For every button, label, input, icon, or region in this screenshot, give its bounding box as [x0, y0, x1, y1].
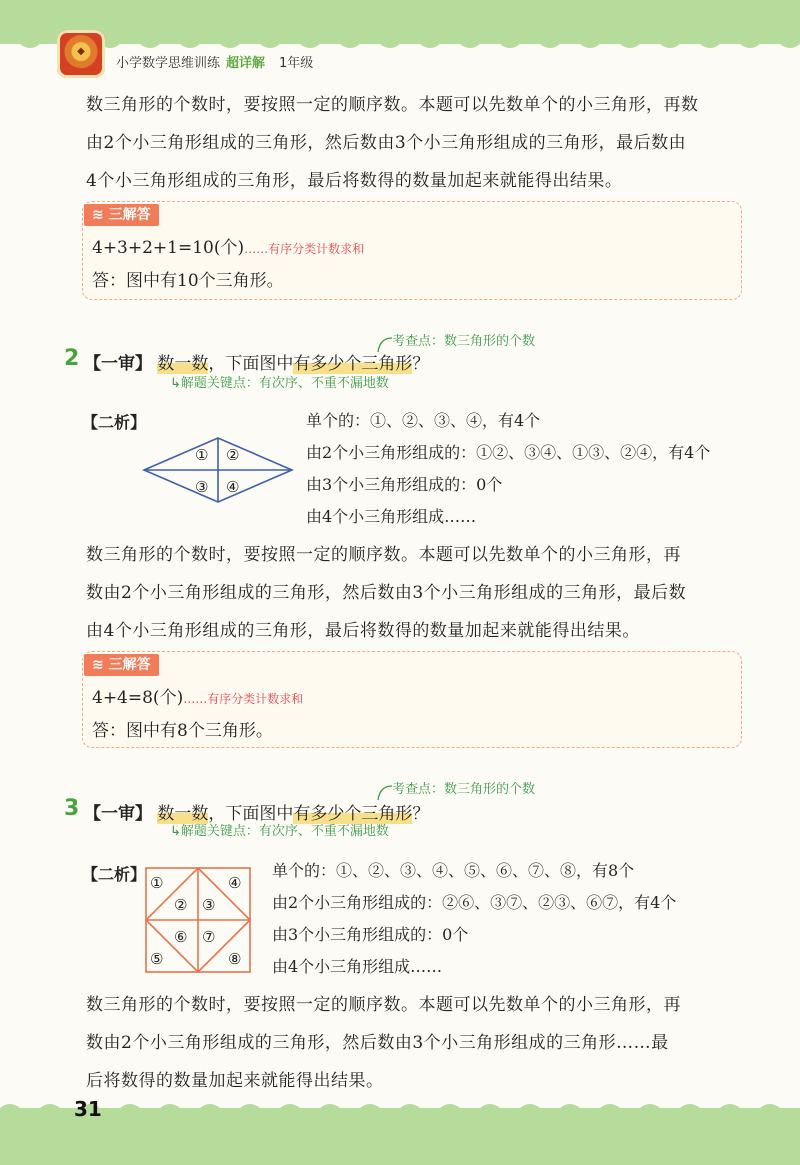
analysis-item: 由2个小三角形组成的：②⑥、③⑦、②③、⑥⑦，有4个 [272, 893, 677, 912]
keyword: 数一数 [157, 354, 209, 374]
intro-line: 由2个小三角形组成的三角形，然后数由3个小三角形组成的三角形，最后数由 [86, 133, 687, 153]
figure-label: ⑧ [228, 950, 242, 968]
square-figure [144, 866, 252, 974]
answer-sentence: 答：图中有8个三角形。 [92, 721, 273, 741]
rhombus-figure [140, 434, 296, 506]
equation: 4+4=8(个) [92, 688, 184, 708]
explanation-line: 数三角形的个数时，要按照一定的顺序数。本题可以先数单个的小三角形，再 [86, 995, 681, 1015]
explanation-line: 数三角形的个数时，要按照一定的顺序数。本题可以先数单个的小三角形，再 [86, 545, 681, 565]
answer-equation-line [92, 233, 364, 258]
intro-line: 4个小三角形组成的三角形，最后将数得的数量加起来就能得出结果。 [86, 171, 623, 191]
analysis-label: 【二析】 [82, 865, 147, 884]
kao-cha-note: 考查点：数三角形的个数 [392, 782, 536, 797]
header [116, 52, 313, 71]
explanation-paragraph [86, 536, 746, 650]
figure-label: ④ [228, 874, 242, 892]
grade-label: 1年级 [279, 56, 314, 71]
top-wave-decoration [0, 38, 800, 52]
equation: 4+3+2+1=10(个) [92, 238, 245, 258]
figure-label: ⑥ [174, 928, 188, 946]
figure-label: ④ [226, 478, 240, 496]
keyword: 有多少个三角形 [293, 354, 413, 374]
explanation-line: 由4个小三角形组成的三角形，最后将数得的数量加起来就能得出结果。 [86, 621, 640, 641]
bottom-band [0, 1108, 800, 1165]
analysis-item: 由2个小三角形组成的：①②、③④、①③、②④，有4个 [306, 443, 711, 462]
keyword: 有多少个三角形 [293, 804, 413, 824]
explanation-line: 数由2个小三角形组成的三角形，然后数由3个小三角形组成的三角形……最 [86, 1033, 669, 1053]
question-prompt: 【一审】 数一数，下面图中有多少个三角形？ [84, 354, 430, 374]
question-prompt: 【一审】 数一数，下面图中有多少个三角形？ [84, 804, 430, 824]
intro-line: 数三角形的个数时，要按照一定的顺序数。本题可以先数单个的小三角形，再数 [86, 95, 699, 115]
analysis-list [272, 855, 676, 983]
kao-cha-note: 考查点：数三角形的个数 [392, 334, 536, 349]
key-point-note: ↳解题关键点：有次序、不重不漏地数 [170, 824, 389, 839]
analysis-item: 由3个小三角形组成的：0个 [306, 475, 503, 494]
explanation-line: 后将数得的数量加起来就能得出结果。 [86, 1071, 384, 1091]
answer-tag: ≋ 三解答 [84, 204, 159, 226]
analysis-list [306, 405, 710, 533]
book-title: 小学数学思维训练 [116, 56, 221, 71]
figure-label: ① [150, 874, 164, 892]
analysis-item: 单个的：①、②、③、④、⑤、⑥、⑦、⑧，有8个 [272, 861, 635, 880]
answer-sentence: 答：图中有10个三角形。 [92, 271, 284, 291]
analysis-item: 由4个小三角形组成…… [306, 507, 477, 526]
figure-label: ② [226, 446, 240, 464]
book-highlight: 超详解 [226, 56, 266, 71]
question-number: 2 [64, 346, 80, 371]
equation-note: ……有序分类计数求和 [183, 692, 304, 706]
key-point-note: ↳解题关键点：有次序、不重不漏地数 [170, 376, 389, 391]
step-tag: 【一审】 [84, 804, 152, 824]
step-tag: 【一审】 [84, 354, 152, 374]
explanation-paragraph [86, 986, 746, 1100]
figure-label: ② [174, 896, 188, 914]
book-logo: ◆ [57, 30, 105, 78]
answer-tag: ≋ 三解答 [84, 654, 159, 676]
explanation-line: 数由2个小三角形组成的三角形，然后数由3个小三角形组成的三角形，最后数 [86, 583, 687, 603]
analysis-label: 【二析】 [82, 413, 147, 432]
answer-equation-line [92, 683, 303, 708]
intro-paragraph [86, 86, 746, 200]
figure-label: ③ [195, 478, 209, 496]
analysis-item: 单个的：①、②、③、④，有4个 [306, 411, 541, 430]
analysis-item: 由4个小三角形组成…… [272, 957, 443, 976]
keyword: 数一数 [157, 804, 209, 824]
figure-label: ① [195, 446, 209, 464]
analysis-item: 由3个小三角形组成的：0个 [272, 925, 469, 944]
page-number: 31 [74, 1097, 102, 1121]
figure-label: ⑦ [202, 928, 216, 946]
bottom-wave-decoration [0, 1100, 800, 1114]
figure-label: ③ [202, 896, 216, 914]
question-number: 3 [64, 796, 80, 821]
figure-label: ⑤ [150, 950, 164, 968]
equation-note: ……有序分类计数求和 [244, 242, 365, 256]
